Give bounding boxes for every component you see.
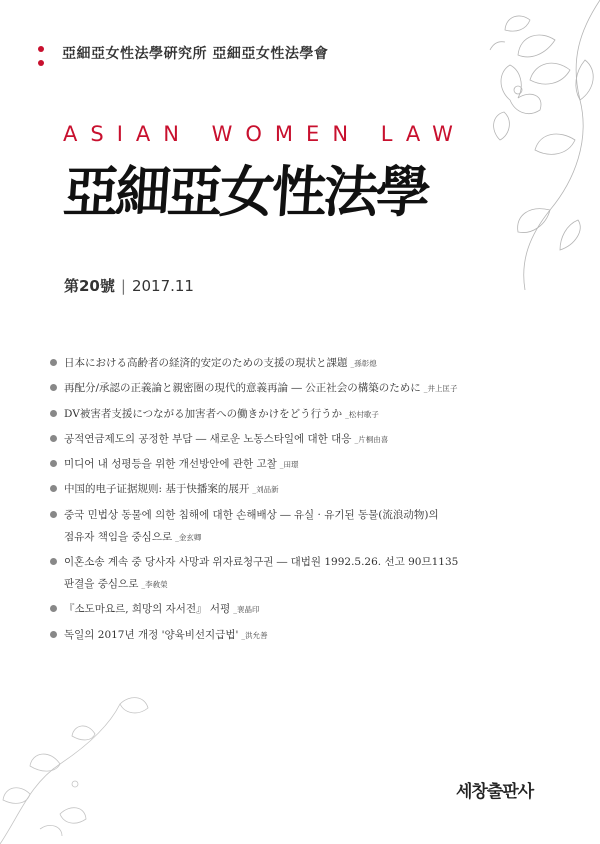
toc-title: 공적연금제도의 공정한 부담 ― 새로운 노동스타일에 대한 대응 — [64, 432, 352, 445]
toc-title-line2: 점유자 책임을 중심으로 — [64, 530, 173, 543]
toc-item — [50, 602, 530, 617]
toc-title: 『소도마요르, 희망의 자서전』 서평 — [64, 603, 231, 616]
toc-title: 日本における高齢者の経済的安定のための支援の現状と課題 — [64, 357, 348, 369]
toc-item — [50, 457, 530, 472]
issue-separator: | — [120, 277, 126, 295]
bullet-icon — [50, 605, 57, 612]
bullet-icon — [50, 460, 57, 467]
toc-item — [50, 628, 530, 643]
toc-author: _李敎榮 — [141, 580, 168, 590]
toc-title: 再配分/承認の正義論と親密圏の現代的意義再論 ― 公正社会の構築のために — [64, 382, 421, 395]
red-dot — [38, 60, 44, 66]
toc-title: 독일의 2017년 개정 '양육비선지급법' — [64, 628, 239, 641]
toc-title: DV被害者支援につながる加害者への働きかけをどう行うか — [64, 407, 343, 420]
toc-item — [50, 555, 530, 592]
toc-author: _片桐由喜 — [354, 434, 389, 444]
toc-author: _洪允善 — [241, 630, 268, 640]
bullet-icon — [50, 435, 57, 442]
toc-item — [50, 508, 530, 545]
toc-author: _松村歌子 — [345, 409, 379, 419]
publisher-institutes: 亞細亞女性法學硏究所 亞細亞女性法學會 — [62, 46, 329, 62]
toc-title: 中国的电子证据规则: 基于快播案的展开 — [64, 483, 250, 496]
toc-item — [50, 381, 530, 396]
toc-title: 중국 민법상 동물에 의한 침해에 대한 손해배상 ― 유실 · 유기된 동물(流浪动物)의 — [64, 508, 439, 521]
bullet-icon — [50, 384, 57, 391]
floral-decoration-bottom-left — [0, 644, 160, 844]
english-title: ASIAN WOMEN LAW — [63, 122, 466, 146]
table-of-contents — [50, 356, 530, 653]
toc-item — [50, 432, 530, 447]
issue-info — [64, 275, 194, 296]
toc-author: _金玄卿 — [175, 532, 202, 542]
bullet-icon — [50, 511, 57, 518]
toc-title: 미디어 내 성평등을 위한 개선방안에 관한 고찰 — [64, 458, 277, 471]
toc-item — [50, 407, 530, 422]
red-dot — [38, 46, 44, 52]
red-dots-decoration — [38, 46, 44, 74]
toc-title: 이혼소송 계속 중 당사자 사망과 위자료청구권 ― 대법원 1992.5.26. 선고 90므1135 — [64, 556, 459, 569]
toc-item — [50, 482, 530, 497]
issue-date: 2017.11 — [131, 277, 194, 295]
toc-item — [50, 356, 530, 371]
bullet-icon — [50, 631, 57, 638]
bullet-icon — [50, 485, 57, 492]
toc-author: _孫彰熄 — [350, 359, 377, 368]
toc-author: _裵晶印 — [233, 605, 260, 615]
issue-number: 第20號 — [64, 277, 115, 295]
bullet-icon — [50, 410, 57, 417]
journal-title: 亞細亞女性法學 — [61, 159, 431, 224]
publisher-logo: 세창출판사 — [456, 782, 534, 802]
bullet-icon — [50, 558, 57, 565]
toc-author: _田璟 — [279, 460, 299, 470]
bullet-icon — [50, 359, 57, 366]
toc-title-line2: 판결을 중심으로 — [64, 578, 139, 591]
toc-author: _刘品新 — [252, 485, 279, 495]
toc-author: _井上匡子 — [423, 384, 458, 394]
